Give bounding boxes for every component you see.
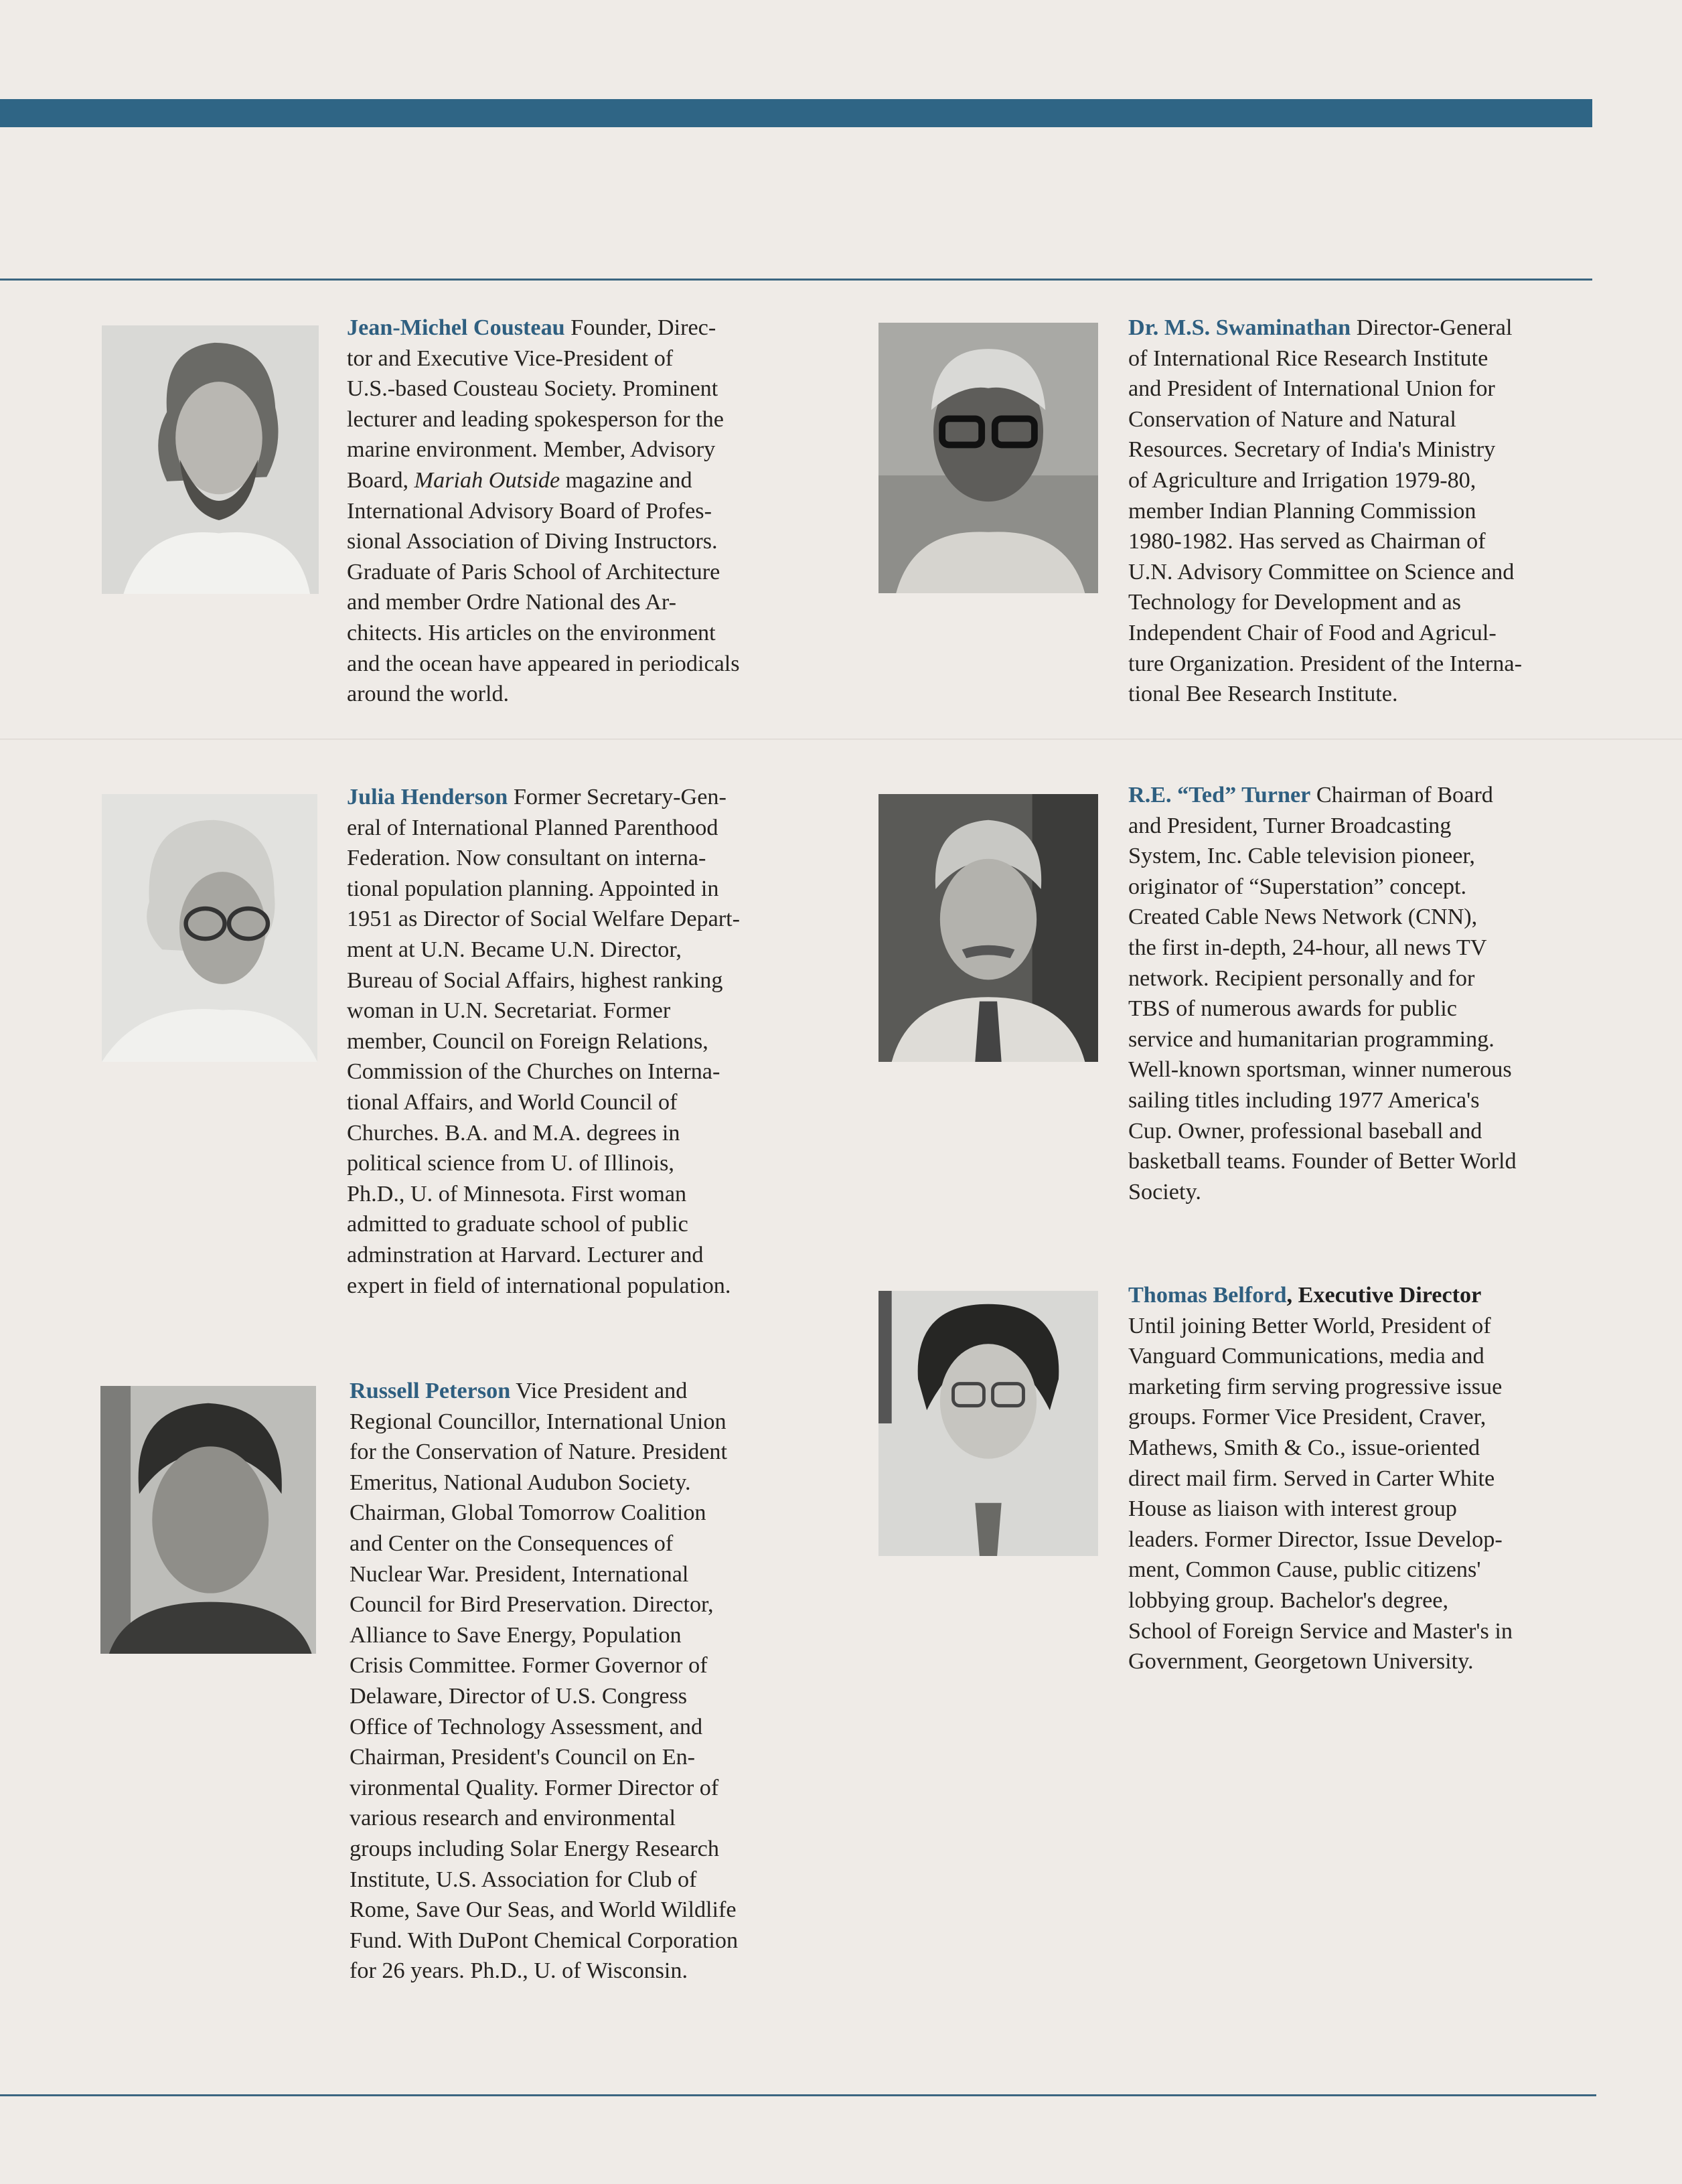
person-name: Julia Henderson: [347, 785, 508, 809]
portrait-photo-icon: [878, 1291, 1098, 1556]
portrait-photo-icon: [100, 1386, 316, 1654]
portrait-photo-icon: [878, 794, 1098, 1062]
bio-belford: Thomas Belford, Executive Director Until joining Better World, President of Vanguard Communications, media and marketing firm serving progressive issue groups. Former Vice President, Craver, Mathews, Smith & Co., issue-oriented direct mail firm. Served in Carter White House as liaison with interest group leaders. Former Director, Issue Develop- ment, Common Cause, public citizens' lobbying group. Bachelor's degree, School of Foreign Service and Master's in Government, Georgetown University.: [1128, 1283, 1513, 1674]
henderson-portrait: [102, 794, 317, 1062]
belford-portrait: [878, 1291, 1098, 1556]
portrait-photo-icon: [102, 325, 319, 594]
portrait-photo-icon: [102, 794, 317, 1062]
person-title: , Executive Director: [1286, 1283, 1482, 1308]
bio-cousteau: Jean-Michel Cousteau Founder, Direc- tor and Executive Vice-President of U.S.-based Cousteau Society. Prominent lecturer and leading spokesperson for the marine environment. Member, Advisory Board, Mariah Outside magazine and International Advisory Board of Profes- sional Association of Diving Instructors. Graduate of Paris School of Architecture and member Ordre National des Ar- chitects. His articles on the environment and the ocean have appeared in periodicals around the world.: [347, 315, 740, 707]
bio-henderson: Julia Henderson Former Secretary-Gen- eral of International Planned Parenthood Federation. Now consultant on interna- tional population planning. Appointed in 1951 as Director of Social Welfare Depart- ment at U.N. Became U.N. Director, Bureau of Social Affairs, highest ranking woman in U.N. Secretariat. Former member, Council on Foreign Relations, Commission of the Churches on Interna- tional Affairs, and World Council of Churches. B.A. and M.A. degrees in political science from U. of Illinois, Ph.D., U. of Minnesota. First woman admitted to graduate school of public adminstration at Harvard. Lecturer and expert in field of international population.: [347, 785, 741, 1298]
top-divider: [0, 279, 1592, 281]
person-name: Russell Peterson: [350, 1379, 511, 1403]
bio-peterson: Russell Peterson Vice President and Regional Councillor, International Union for the Conservation of Nature. President Emeritus, National Audubon Society. Chairman, Global Tomorrow Coalition and Center on the Consequences of Nuclear War. President, International Council for Bird Preservation. Director, Alliance to Save Energy, Population Crisis Committee. Former Governor of Delaware, Director of U.S. Congress Office of Technology Assessment, and Chairman, President's Council on En- vironmental Quality. Former Director of various research and environmental groups including Solar Energy Research Institute, U.S. Association for Club of Rome, Save Our Seas, and World Wildlife Fund. With DuPont Chemical Corporation for 26 years. Ph.D., U. of Wisconsin.: [350, 1379, 739, 1984]
turner-portrait: [878, 794, 1098, 1062]
bottom-divider: [0, 2094, 1596, 2096]
header-color-bar: [0, 99, 1592, 127]
swaminathan-portrait: [878, 323, 1098, 593]
portrait-photo-icon: [878, 323, 1098, 593]
person-name: Jean-Michel Cousteau: [347, 315, 565, 340]
bio-swaminathan: Dr. M.S. Swaminathan Director-General of International Rice Research Institute and President of International Union for Conservation of Nature and Natural Resources. Secretary of India's Ministry of Agriculture and Irrigation 1979-80, member Indian Planning Commission 1980-1982. Has served as Chairman of U.N. Advisory Committee on Science and Technology for Development and as Independent Chair of Food and Agricul- ture Organization. President of the Interna- tional Bee Research Institute.: [1128, 315, 1522, 707]
peterson-portrait: [100, 1386, 316, 1654]
person-name: Dr. M.S. Swaminathan: [1128, 315, 1351, 340]
bio-turner: R.E. “Ted” Turner Chairman of Board and President, Turner Broadcasting System, Inc. Cable television pioneer, originator of “Superstation” concept. Created Cable News Network (CNN), the first in-depth, 24-hour, all news TV network. Recipient personally and for TBS of numerous awards for public service and humanitarian programming. Well-known sportsman, winner numerous sailing titles including 1977 America's Cup. Owner, professional baseball and basketball teams. Founder of Better World Society.: [1128, 783, 1517, 1204]
person-name: Thomas Belford: [1128, 1283, 1287, 1308]
person-name: R.E. “Ted” Turner: [1128, 783, 1311, 807]
cousteau-portrait: [102, 325, 319, 594]
page-fold: [0, 738, 1682, 740]
